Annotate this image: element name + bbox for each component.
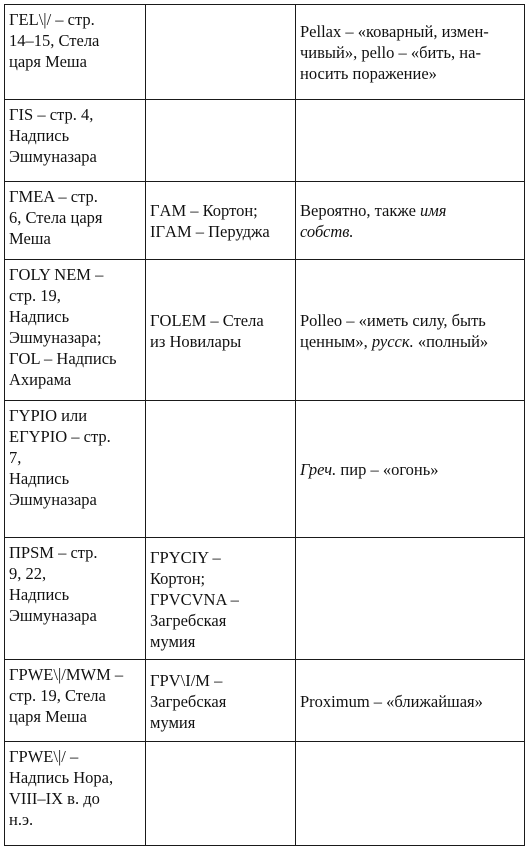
table-row xyxy=(5,100,525,182)
etruscan-parallel-cell: ГOLEM – Стела из Новилары xyxy=(146,260,296,401)
parallel-text: Pellax – «коварный, измен- чивый», pello – «бить, на- носить поражение» xyxy=(300,22,489,83)
source-inscription-cell: ГPWE\|/ – Надпись Нора, VIII–IX в. до н.э. xyxy=(5,742,146,846)
etruscan-parallel-cell: ГAM – Кортон; IГAM – Перуджа xyxy=(146,182,296,260)
source-inscription-cell: ГYPIO или EГYPIO – стр. 7, Надпись Эшмуназара xyxy=(5,401,146,538)
table-row xyxy=(5,538,525,660)
etruscan-parallel-cell xyxy=(146,5,296,100)
table-row xyxy=(5,742,525,846)
source-inscription-cell: ГPWE\|/MWM – стр. 19, Стела царя Меша xyxy=(5,660,146,742)
latin-parallel-cell xyxy=(296,538,525,660)
latin-parallel-cell xyxy=(296,742,525,846)
source-inscription-cell: ГOLY NEM – стр. 19, Надпись Эшмуназара; ГOL – Надпись Ахирама xyxy=(5,260,146,401)
source-inscription-cell: ПPSM – стр. 9, 22, Надпись Эшмуназара xyxy=(5,538,146,660)
latin-parallel-cell: Polleo – «иметь силу, быть ценным», русск. «полный» xyxy=(296,260,525,401)
latin-parallel-cell: Вероятно, также имя собств. xyxy=(296,182,525,260)
etruscan-parallel-cell xyxy=(146,742,296,846)
etruscan-parallel-cell: ГPYCIY – Кортон; ГPVCVNA – Загребская мумия xyxy=(146,538,296,660)
etruscan-parallel-cell: ГPV\I/M – Загребская мумия xyxy=(146,660,296,742)
latin-parallel-cell xyxy=(296,5,525,100)
source-inscription-cell: ГEL\|/ – стр. 14–15, Стела царя Меша xyxy=(5,5,146,100)
table-row xyxy=(5,260,525,401)
source-inscription-cell: ГMEA – стр. 6, Стела царя Меша xyxy=(5,182,146,260)
latin-parallel-cell: Proximum – «ближайшая» xyxy=(296,660,525,742)
table-row xyxy=(5,401,525,538)
table-row xyxy=(5,5,525,100)
table-row xyxy=(5,660,525,742)
source-inscription-cell: ГIS – стр. 4, Надпись Эшмуназара xyxy=(5,100,146,182)
table-row xyxy=(5,182,525,260)
latin-parallel-cell: Греч. пир – «огонь» xyxy=(296,401,525,538)
latin-parallel-cell xyxy=(296,100,525,182)
lexicon-table-body xyxy=(5,5,525,846)
etruscan-parallel-cell xyxy=(146,100,296,182)
lexicon-table xyxy=(4,4,525,846)
etruscan-parallel-cell xyxy=(146,401,296,538)
